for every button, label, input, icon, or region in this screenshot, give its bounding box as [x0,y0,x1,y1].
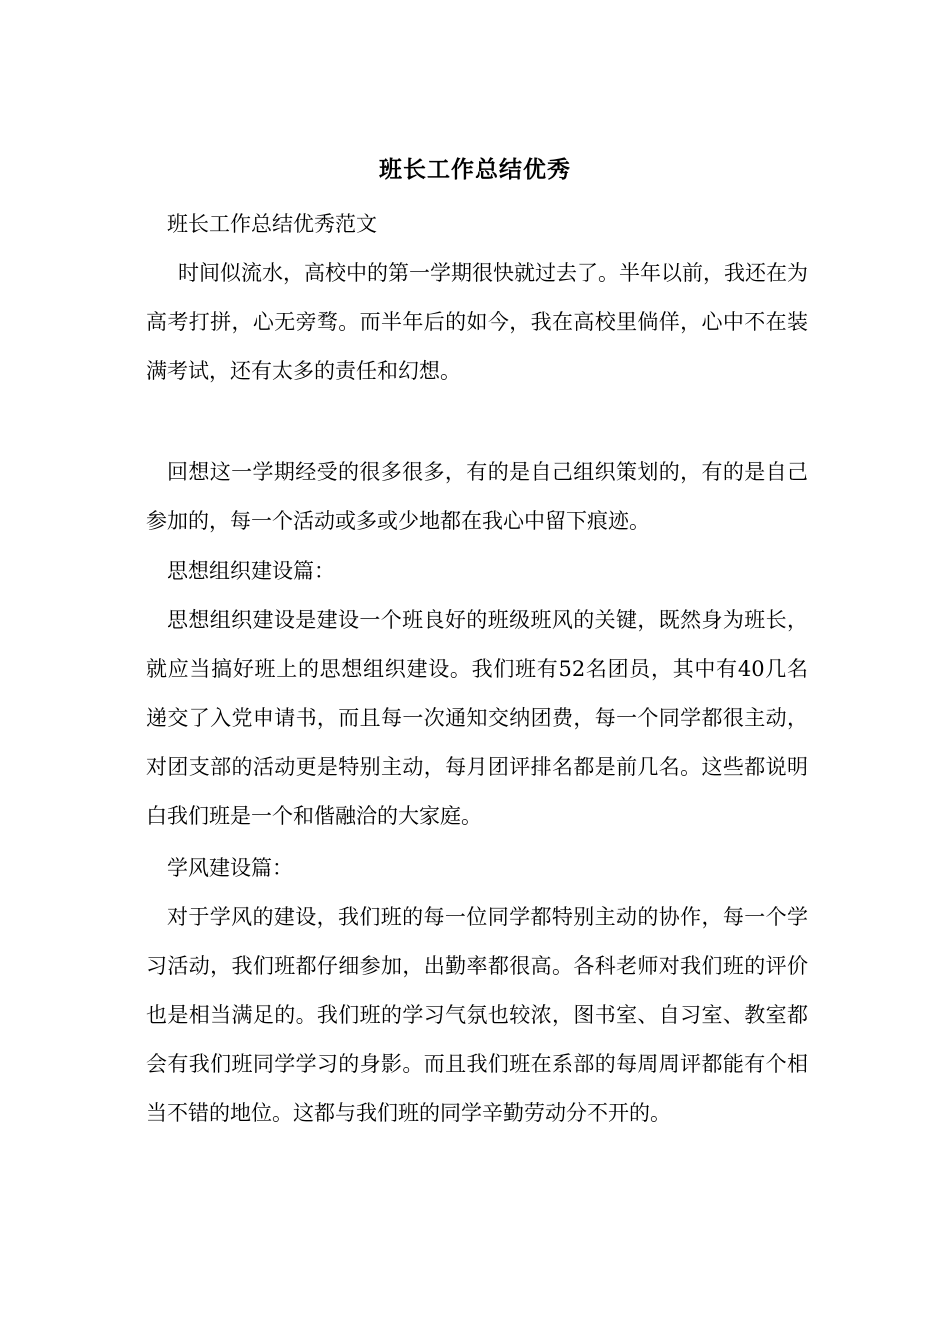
paragraph-ideology: 思想组织建设是建设一个班良好的班级班风的关键，既然身为班长，就应当搞好班上的思想组织建设。我们班有52名团员，其中有40几名递交了入党申请书，而且每一次通知交纳团费，每一个同学都很主动，对团支部的活动更是特别主动，每月团评排名都是前几名。这些都说明白我们班是一个和偕融洽的大家庭。 [146,608,808,828]
paragraph-intro: 时间似流水，高校中的第一学期很快就过去了。半年以前，我还在为高考打拼，心无旁骛。而半年后的如今，我在高校里倘佯，心中不在装满考试，还有太多的责任和幻想。 [146,261,808,383]
document-title: 班长工作总结优秀 [379,156,571,183]
section-heading-study: 学风建设篇： [167,856,293,880]
document-subtitle: 班长工作总结优秀范文 [167,212,377,236]
paragraph-study: 对于学风的建设，我们班的每一位同学都特别主动的协作，每一个学习活动，我们班都仔细参加，出勤率都很高。各科老师对我们班的评价也是相当满足的。我们班的学习气氛也较浓，图书室、自习室、教室都会有我们班同学学习的身影。而且我们班在系部的每周周评都能有个相当不错的地位。这都与我们班的同学辛勤劳动分不开的。 [146,905,808,1125]
section-heading-ideology: 思想组织建设篇： [167,559,335,583]
paragraph-recall: 回想这一学期经受的很多很多，有的是自己组织策划的，有的是自己参加的，每一个活动或多或少地都在我心中留下痕迹。 [146,460,808,533]
